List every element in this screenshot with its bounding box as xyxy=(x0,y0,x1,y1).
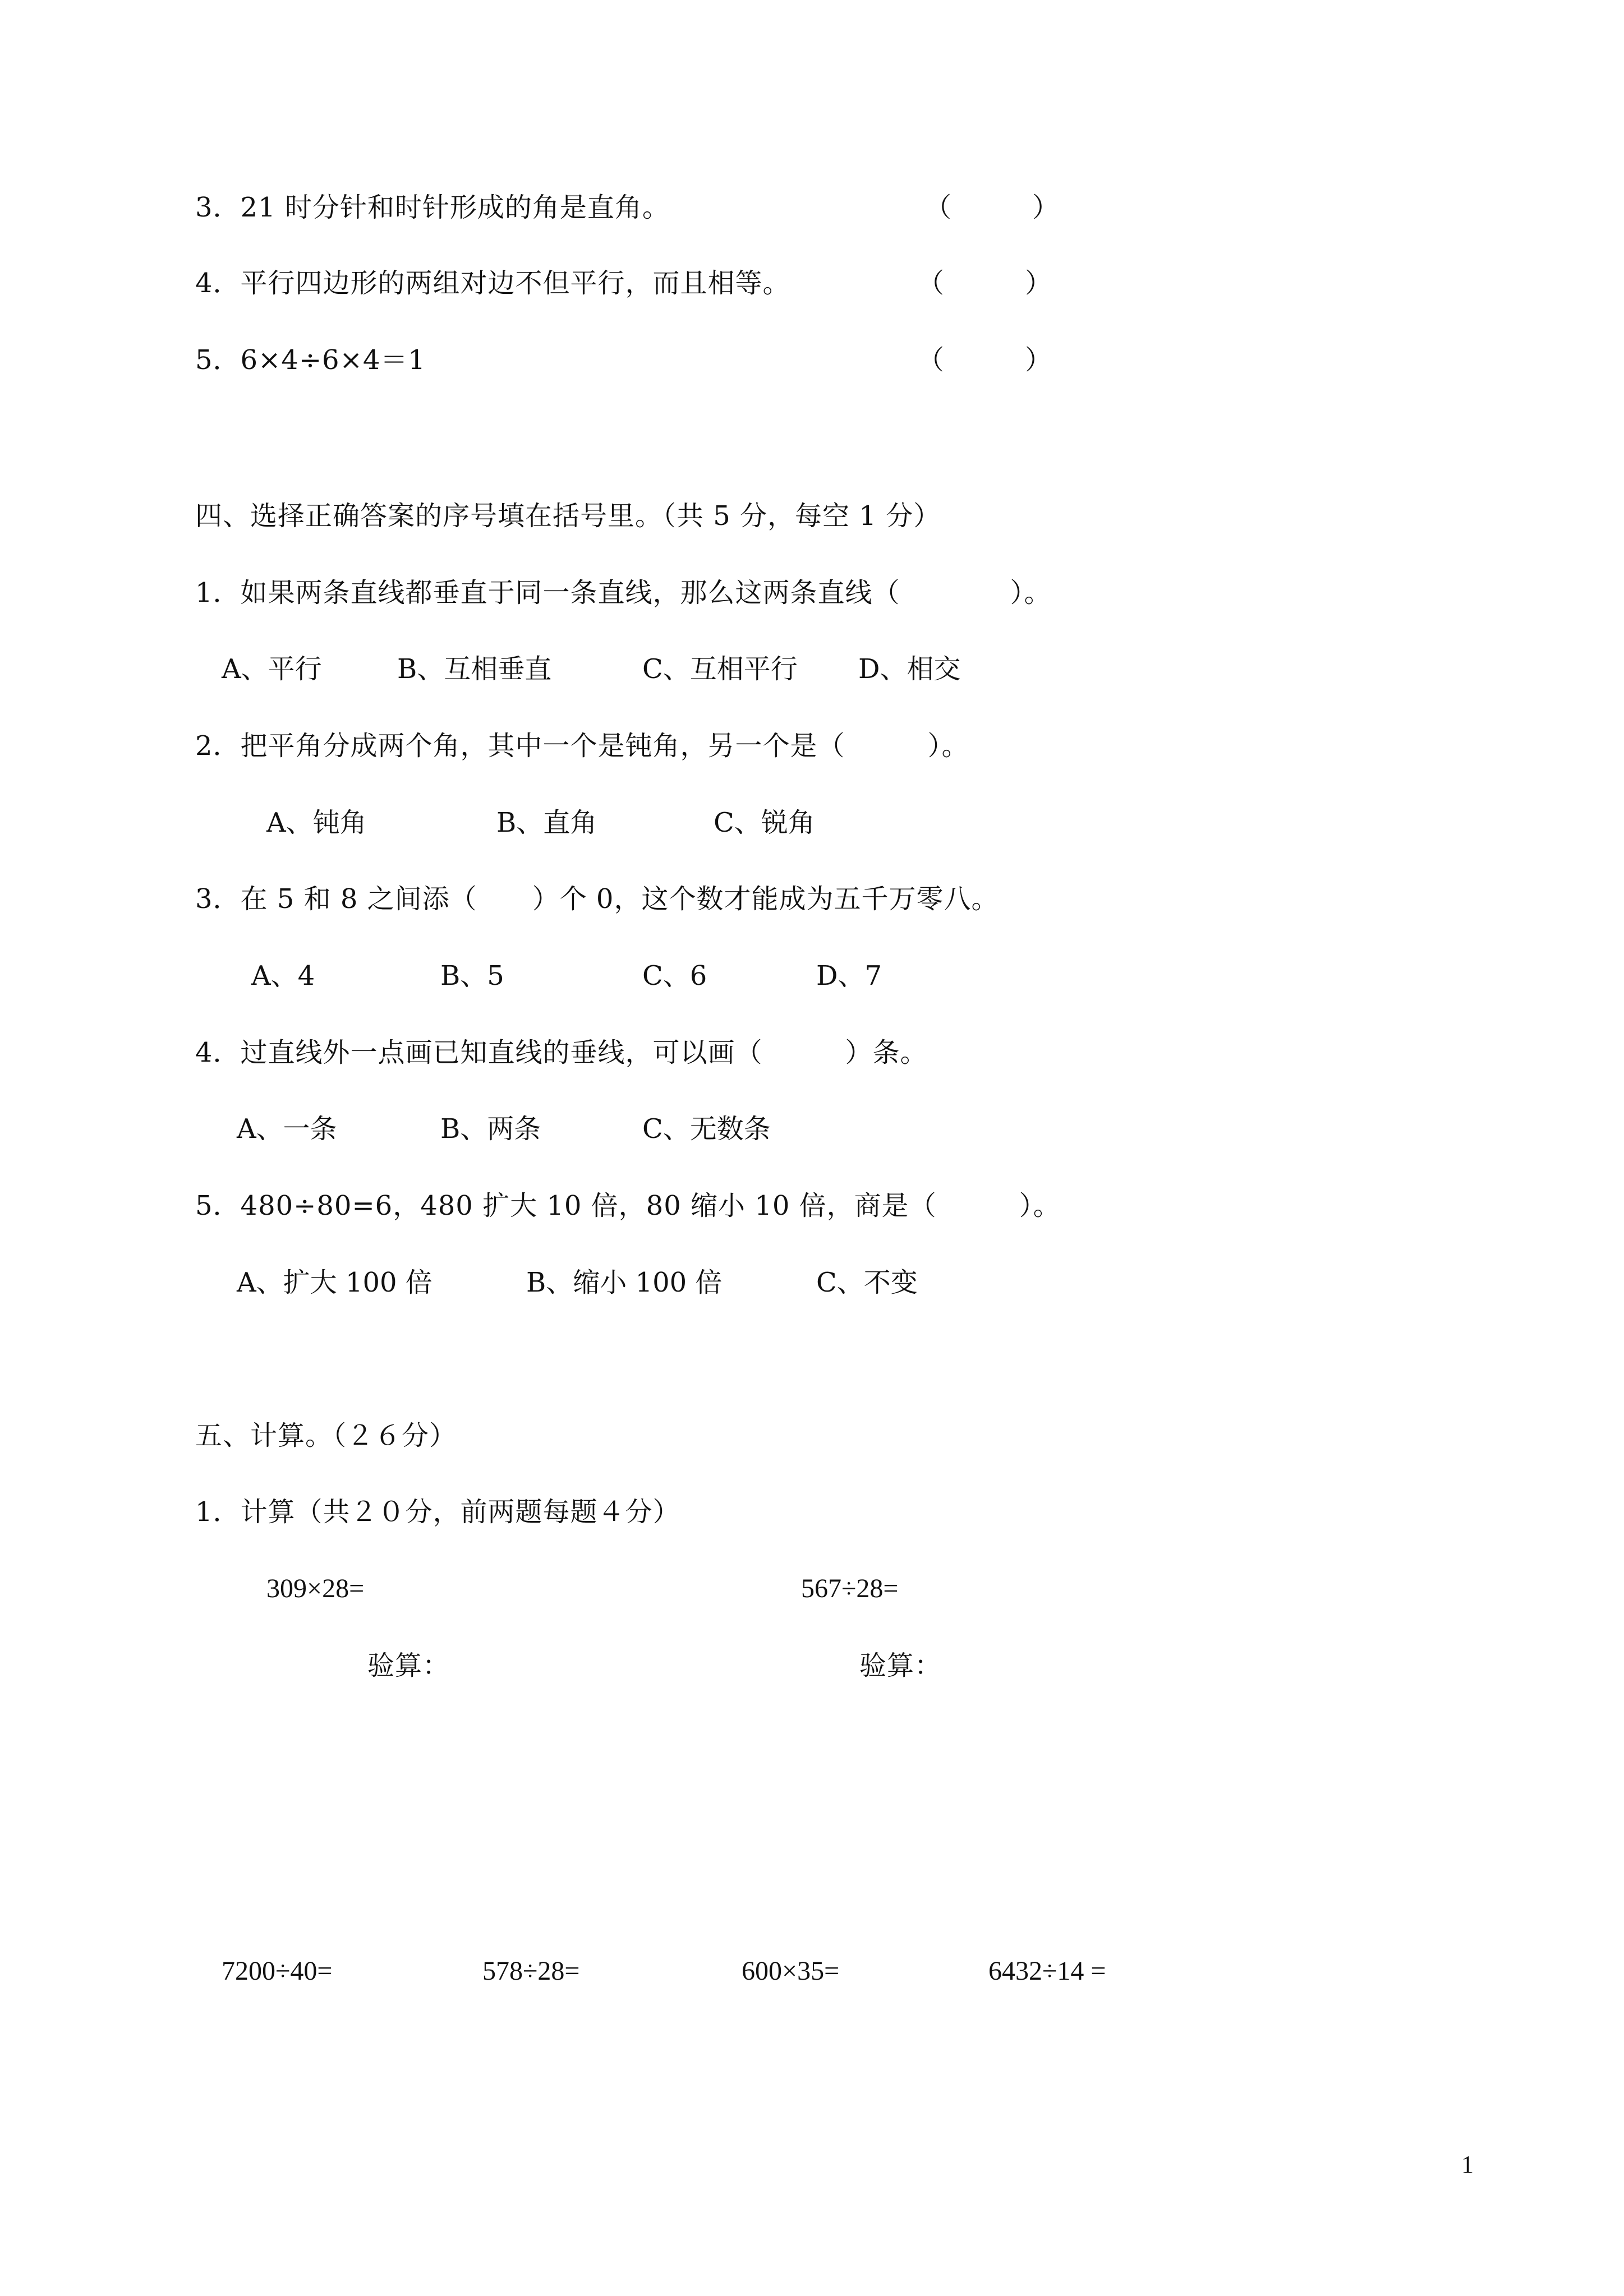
choice-question-1: 1．如果两条直线都垂直于同一条直线，那么这两条直线（ ）。 xyxy=(195,577,1052,608)
calc-problem-4: 578÷28= xyxy=(482,1956,580,1986)
choice-question-2: 2．把平角分成两个角，其中一个是钝角，另一个是（ ）。 xyxy=(195,730,969,762)
calc-sub-heading: 1．计算（共２０分，前两题每题４分） xyxy=(195,1496,680,1528)
choice-1-option-a[interactable]: A、平行 xyxy=(222,653,322,685)
calc-problem-1: 309×28= xyxy=(266,1574,365,1603)
choice-1-option-c[interactable]: C、互相平行 xyxy=(642,653,798,685)
judge-item-3: 3．21 时分针和时针形成的角是直角。 xyxy=(195,192,670,223)
page-number: 1 xyxy=(1461,2151,1474,2178)
choice-question-5: 5．480÷80=6，480 扩大 10 倍，80 缩小 10 倍，商是（ ）。 xyxy=(195,1190,1061,1221)
judge-item-5: 5．6×4÷6×4＝1 xyxy=(195,344,426,376)
choice-3-option-c[interactable]: C、6 xyxy=(642,960,707,992)
choice-4-option-a[interactable]: A、一条 xyxy=(237,1113,337,1145)
section-5-heading: 五、计算。（２６分） xyxy=(195,1420,457,1451)
choice-3-option-b[interactable]: B、5 xyxy=(440,960,504,992)
choice-5-option-c[interactable]: C、不变 xyxy=(816,1267,918,1298)
choice-3-option-d[interactable]: D、7 xyxy=(816,960,882,992)
judge-item-4: 4．平行四边形的两组对边不但平行，而且相等。 xyxy=(195,268,790,299)
choice-5-option-a[interactable]: A、扩大 100 倍 xyxy=(237,1267,433,1298)
judge-answer-paren-5[interactable]: （ ） xyxy=(917,344,1052,376)
choice-2-option-a[interactable]: A、钝角 xyxy=(266,807,367,838)
judge-answer-paren-4[interactable]: （ ） xyxy=(917,268,1052,299)
choice-2-option-b[interactable]: B、直角 xyxy=(496,807,597,838)
calc-problem-2: 567÷28= xyxy=(801,1574,899,1603)
choice-5-option-b[interactable]: B、缩小 100 倍 xyxy=(526,1267,723,1298)
choice-2-option-c[interactable]: C、锐角 xyxy=(714,807,815,838)
calc-problem-5: 600×35= xyxy=(742,1956,840,1986)
choice-1-option-d[interactable]: D、相交 xyxy=(858,653,961,685)
calc-problem-6: 6432÷14 = xyxy=(988,1956,1106,1986)
verify-label-1: 验算： xyxy=(367,1650,450,1681)
calc-problem-3: 7200÷40= xyxy=(222,1956,333,1986)
verify-label-2: 验算： xyxy=(859,1650,942,1681)
choice-4-option-c[interactable]: C、无数条 xyxy=(642,1113,771,1145)
section-4-heading: 四、选择正确答案的序号填在括号里。（共 5 分，每空 1 分） xyxy=(195,500,941,532)
choice-3-option-a[interactable]: A、4 xyxy=(251,960,315,992)
choice-question-4: 4．过直线外一点画已知直线的垂线，可以画（ ）条。 xyxy=(195,1037,928,1068)
choice-4-option-b[interactable]: B、两条 xyxy=(440,1113,541,1145)
judge-answer-paren-3[interactable]: （ ） xyxy=(924,192,1060,223)
choice-question-3: 3．在 5 和 8 之间添（ ）个 0，这个数才能成为五千万零八。 xyxy=(195,883,999,915)
choice-1-option-b[interactable]: B、互相垂直 xyxy=(397,653,552,685)
